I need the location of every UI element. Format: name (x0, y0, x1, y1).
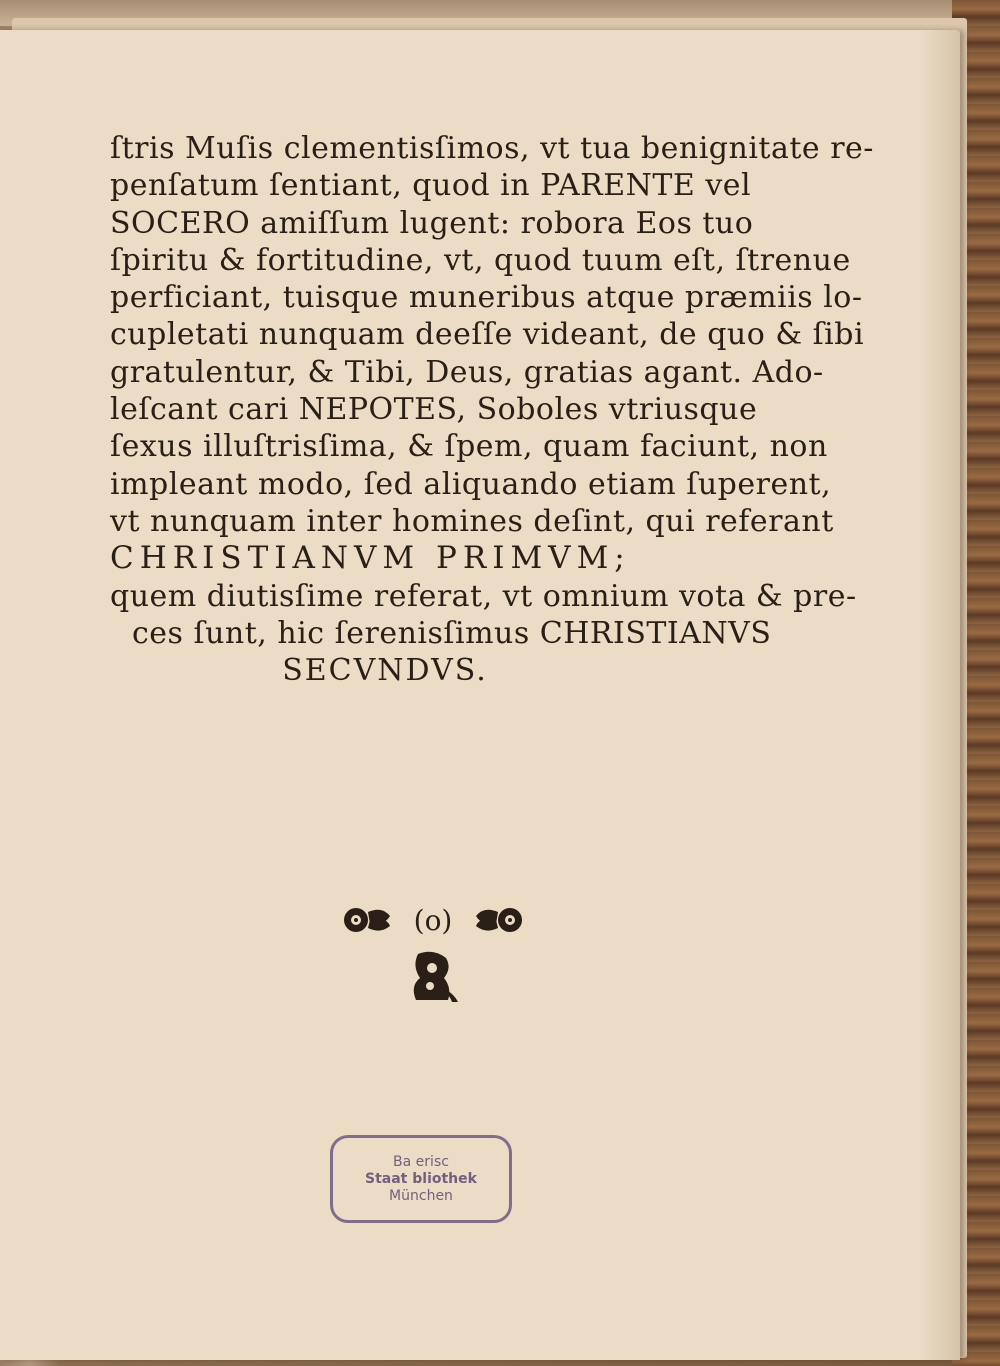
text-line: ces ſunt, hic ſerenisſimus CHRISTIANVS (132, 615, 772, 651)
text-line: impleant modo, ſed aliquando etiam ſuperent, (110, 466, 832, 502)
text-line: ſexus illuſtrisſima, & ſpem, quam faciunt, non (110, 429, 828, 465)
library-stamp (330, 1135, 512, 1223)
ornament-center-text: (o) (413, 904, 453, 937)
text-line: perficiant, tuisque muneribus atque præmiis lo- (110, 280, 863, 316)
text-line: ſpiritu & fortitudine, vt, quod tuum eſt, ſtrenue (110, 242, 851, 278)
text-line: leſcant cari NEPOTES, Soboles vtriusque (110, 392, 758, 428)
printers-ornament (338, 898, 528, 1008)
text-line: quem diutisſime referat, vt omnium vota & pre- (110, 578, 857, 614)
stamp-line-1: Ba erisc (393, 1153, 449, 1170)
rosette-right-icon (476, 908, 522, 932)
text-line: gratulentur, & Tibi, Deus, gratias agant. Ado- (110, 354, 824, 390)
body-text (110, 130, 874, 689)
book-page (0, 30, 960, 1360)
text-line: penſatum ſentiant, quod in PARENTE vel (110, 168, 752, 204)
text-line: ſtris Muſis clementisſimos, vt tua benignitate re- (110, 131, 874, 166)
text-line: vt nunquam inter homines deſint, qui referant (110, 503, 834, 539)
text-line: SOCERO amiſſum lugent: robora Eos tuo (110, 205, 754, 241)
text-line: cupletati nunquam deeſſe videant, de quo & ſibi (110, 317, 865, 353)
rosette-left-icon (344, 908, 390, 932)
text-line-caps: CHRISTIANVM PRIMVM; (110, 540, 631, 577)
fleuron-bottom-icon (414, 952, 458, 1002)
stamp-line-3: München (389, 1187, 453, 1204)
stamp-line-2: Staat bliothek (365, 1170, 477, 1187)
text-line-final: SECVNDVS. (282, 653, 488, 689)
